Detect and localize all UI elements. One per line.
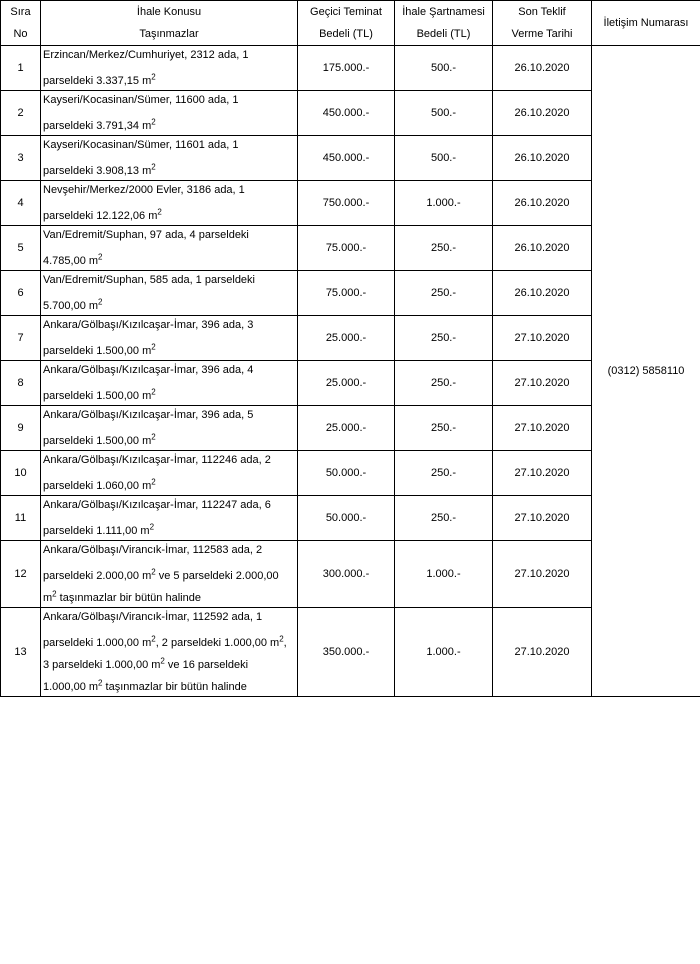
row-konu: Ankara/Gölbaşı/Kızılcaşar-İmar, 396 ada, 3 parseldeki 1.500,00 $m^2$ (41, 316, 298, 361)
row-teminat: 450.000.- (298, 91, 395, 136)
row-konu: Ankara/Gölbaşı/Kızılcaşar-İmar, 396 ada, 4 parseldeki 1.500,00 $m^2$ (41, 361, 298, 406)
row-tarih: 26.10.2020 (493, 181, 592, 226)
row-no: 11 (1, 496, 41, 541)
row-no: 10 (1, 451, 41, 496)
row-no: 12 (1, 541, 41, 608)
row-teminat: 25.000.- (298, 361, 395, 406)
table-row (1, 46, 700, 91)
header-tarih: Son Teklif Verme Tarihi (493, 1, 592, 46)
row-sartname: 1.000.- (395, 608, 493, 697)
row-konu: Ankara/Gölbaşı/Kızılcaşar-İmar, 112246 ada, 2 parseldeki 1.060,00 $m^2$ (41, 451, 298, 496)
row-sartname: 250.- (395, 361, 493, 406)
row-konu: Ankara/Gölbaşı/Virancık-İmar, 112592 ada, 1 parseldeki 1.000,00 $m^2$, 2 parseldeki 1.000,00 $m^2$, 3 parseldeki 1.000,00 $m^2$ ve 16 parseldeki 1.000,00 $m^2$ taşınmazlar bir bütün halinde (41, 608, 298, 697)
row-tarih: 27.10.2020 (493, 608, 592, 697)
row-konu: Ankara/Gölbaşı/Virancık-İmar, 112583 ada, 2 parseldeki 2.000,00 $m^2$ ve 5 parseldeki 2.000,00 $m^2$ taşınmazlar bir bütün halinde (41, 541, 298, 608)
row-sartname: 1.000.- (395, 541, 493, 608)
row-teminat: 50.000.- (298, 496, 395, 541)
row-teminat: 25.000.- (298, 316, 395, 361)
row-teminat: 450.000.- (298, 136, 395, 181)
row-konu: Kayseri/Kocasinan/Sümer, 11601 ada, 1 parseldeki 3.908,13 $m^2$ (41, 136, 298, 181)
row-no: 3 (1, 136, 41, 181)
row-sartname: 250.- (395, 496, 493, 541)
row-konu: Kayseri/Kocasinan/Sümer, 11600 ada, 1 parseldeki 3.791,34 $m^2$ (41, 91, 298, 136)
row-teminat: 25.000.- (298, 406, 395, 451)
header-teminat: Geçici Teminat Bedeli (TL) (298, 1, 395, 46)
row-konu: Ankara/Gölbaşı/Kızılcaşar-İmar, 396 ada, 5 parseldeki 1.500,00 $m^2$ (41, 406, 298, 451)
row-no: 4 (1, 181, 41, 226)
row-tarih: 27.10.2020 (493, 451, 592, 496)
row-sartname: 250.- (395, 271, 493, 316)
row-sartname: 500.- (395, 46, 493, 91)
row-teminat: 50.000.- (298, 451, 395, 496)
header-konu: İhale Konusu Taşınmazlar (41, 1, 298, 46)
row-konu: Nevşehir/Merkez/2000 Evler, 3186 ada, 1 parseldeki 12.122,06 $m^2$ (41, 181, 298, 226)
row-no: 8 (1, 361, 41, 406)
row-tarih: 26.10.2020 (493, 136, 592, 181)
row-no: 7 (1, 316, 41, 361)
row-konu: Van/Edremit/Suphan, 585 ada, 1 parseldeki 5.700,00 $m^2$ (41, 271, 298, 316)
row-teminat: 175.000.- (298, 46, 395, 91)
header-row (1, 1, 700, 46)
row-tarih: 27.10.2020 (493, 541, 592, 608)
row-konu: Erzincan/Merkez/Cumhuriyet, 2312 ada, 1 parseldeki 3.337,15 $m^2$ (41, 46, 298, 91)
row-no: 1 (1, 46, 41, 91)
row-tarih: 26.10.2020 (493, 226, 592, 271)
row-no: 6 (1, 271, 41, 316)
row-no: 5 (1, 226, 41, 271)
row-tarih: 26.10.2020 (493, 91, 592, 136)
row-sartname: 250.- (395, 226, 493, 271)
row-tarih: 26.10.2020 (493, 46, 592, 91)
row-konu: Van/Edremit/Suphan, 97 ada, 4 parseldeki 4.785,00 $m^2$ (41, 226, 298, 271)
row-no: 13 (1, 608, 41, 697)
row-tarih: 27.10.2020 (493, 361, 592, 406)
contact-number: (0312) 5858110 (592, 46, 700, 697)
row-sartname: 250.- (395, 406, 493, 451)
row-no: 9 (1, 406, 41, 451)
row-konu: Ankara/Gölbaşı/Kızılcaşar-İmar, 112247 ada, 6 parseldeki 1.111,00 $m^2$ (41, 496, 298, 541)
header-sira: Sıra No (1, 1, 41, 46)
row-sartname: 1.000.- (395, 181, 493, 226)
row-tarih: 27.10.2020 (493, 406, 592, 451)
row-no: 2 (1, 91, 41, 136)
row-tarih: 27.10.2020 (493, 496, 592, 541)
header-sartname: İhale Şartnamesi Bedeli (TL) (395, 1, 493, 46)
header-iletisim: İletişim Numarası (592, 1, 700, 46)
row-teminat: 75.000.- (298, 226, 395, 271)
row-teminat: 75.000.- (298, 271, 395, 316)
row-tarih: 27.10.2020 (493, 316, 592, 361)
row-teminat: 300.000.- (298, 541, 395, 608)
row-sartname: 250.- (395, 316, 493, 361)
row-teminat: 750.000.- (298, 181, 395, 226)
row-teminat: 350.000.- (298, 608, 395, 697)
row-sartname: 500.- (395, 91, 493, 136)
row-sartname: 500.- (395, 136, 493, 181)
row-sartname: 250.- (395, 451, 493, 496)
row-tarih: 26.10.2020 (493, 271, 592, 316)
